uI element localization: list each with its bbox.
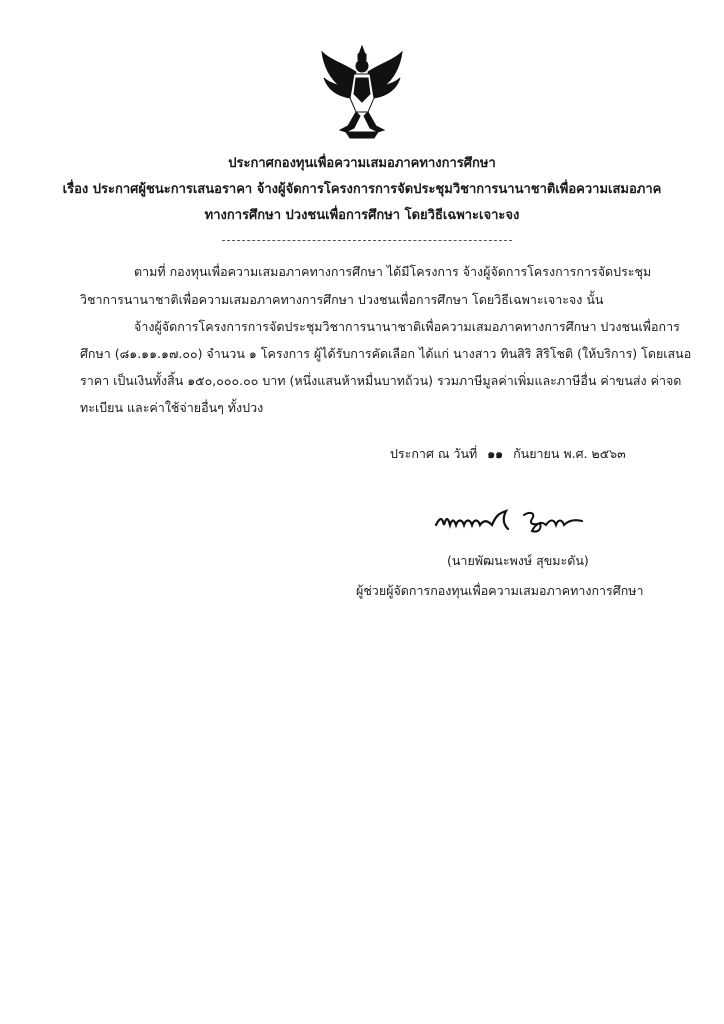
paragraph-2-line-1: จ้างผู้จัดการโครงการการจัดประชุมวิชาการนานาชาติเพื่อความเสมอภาคทางการศึกษา ปวงชนเพื่อการ	[134, 319, 680, 334]
signer-name: (นายพัฒนะพงษ์ สุขมะดัน)	[447, 553, 589, 568]
paragraph-2-line-3: ราคา เป็นเงินทั้งสิ้น ๑๕๐,๐๐๐.๐๐ บาท (หนึ่งแสนห้าหมื่นบาทถ้วน) รวมภาษีมูลค่าเพิ่มและภาษีอื่น ค่าขนส่ง ค่าจด	[80, 373, 682, 388]
document-title: ประกาศกองทุนเพื่อความเสมอภาคทางการศึกษา	[228, 156, 496, 171]
date-month-year: กันยายน พ.ศ. ๒๕๖๓	[513, 446, 626, 461]
separator-line	[222, 240, 512, 241]
garuda-emblem-icon	[316, 42, 408, 142]
paragraph-2-line-2: ศึกษา (๘๑.๑๑.๑๗.๐๐) จำนวน ๑ โครงการ ผู้ได้รับการคัดเลือก ได้แก่ นางสาว ทินสิริ สิริโชติ (ให้บริการ) โดยเสนอ	[80, 346, 692, 361]
signer-position: ผู้ช่วยผู้จัดการกองทุนเพื่อความเสมอภาคทางการศึกษา	[356, 583, 644, 598]
handwritten-signature	[432, 505, 592, 535]
paragraph-1-line-2: วิชาการนานาชาติเพื่อความเสมอภาคทางการศึกษา ปวงชนเพื่อการศึกษา โดยวิธีเฉพาะเจาะจง นั้น	[80, 292, 604, 307]
paragraph-1-line-1: ตามที่ กองทุนเพื่อความเสมอภาคทางการศึกษา ได้มีโครงการ จ้างผู้จัดการโครงการการจัดประชุม	[134, 264, 652, 279]
subject-line-1: เรื่อง ประกาศผู้ชนะการเสนอราคา จ้างผู้จัดการโครงการการจัดประชุมวิชาการนานาชาติเพื่อความเสมอภาค	[62, 182, 662, 197]
paragraph-2-line-4: ทะเบียน และค่าใช้จ่ายอื่นๆ ทั้งปวง	[80, 400, 264, 415]
subject-line-2: ทางการศึกษา ปวงชนเพื่อการศึกษา โดยวิธีเฉพาะเจาะจง	[204, 208, 520, 223]
announcement-date	[390, 446, 626, 462]
date-prefix: ประกาศ ณ วันที่	[390, 446, 478, 461]
date-day: ๑๑	[487, 446, 504, 461]
